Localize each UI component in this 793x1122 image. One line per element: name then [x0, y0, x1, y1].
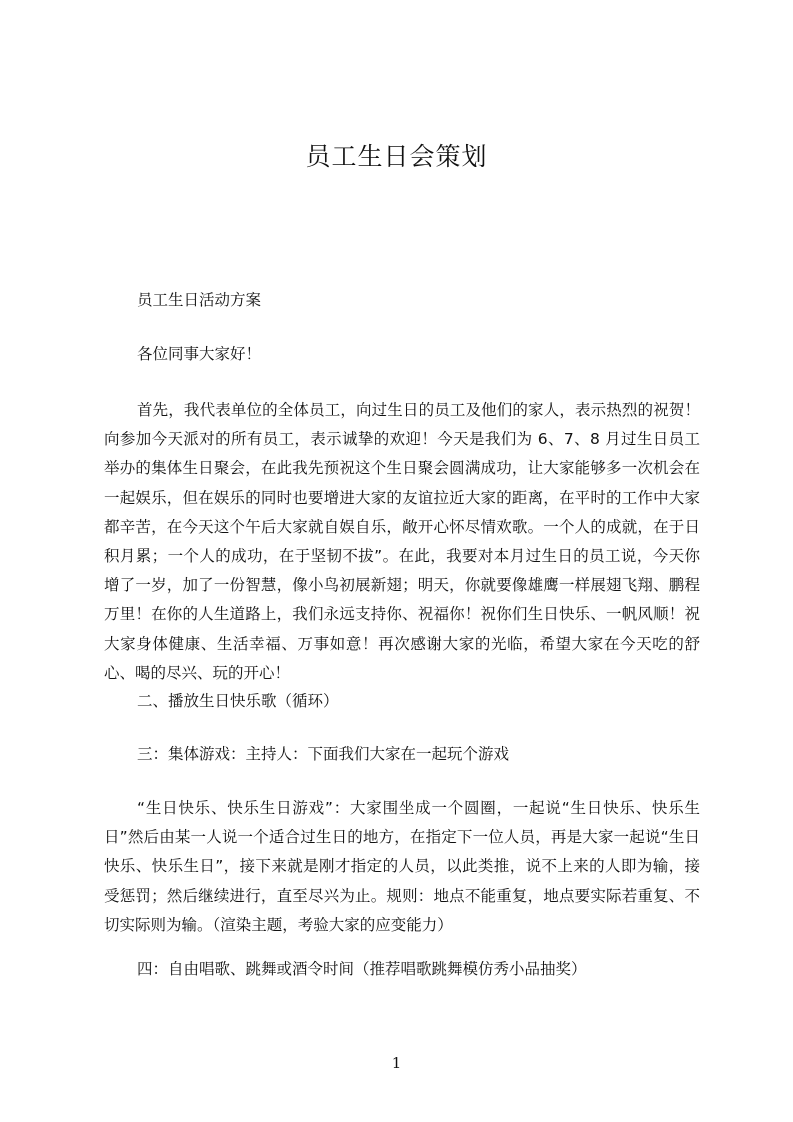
section-4-heading: 四：自由唱歌、跳舞或酒令时间（推荐唱歌跳舞模仿秀小品抽奖）	[137, 960, 587, 978]
section-2-heading: 二、播放生日快乐歌（循环）	[137, 692, 339, 710]
game-paragraph: “生日快乐、快乐生日游戏”：大家围坐成一个圆圈，一起说“生日快乐、快乐生日”然后由某一人说一个适合过生日的地方，在指定下一位人员，再是大家一起说“生日快乐、快乐生日”，接下来就是刚才指定的人员，以此类推，说不上来的人即为输，接受惩罚；然后继续进行，直至尽兴为止。规则：地点不能重复，地点要实际若重复、不切实际则为输。（渲染主题，考验大家的应变能力）	[104, 799, 700, 934]
document-title: 员工生日会策划	[305, 142, 488, 171]
greeting: 各位同事大家好！	[137, 345, 262, 363]
opening-paragraph: 首先，我代表单位的全体员工，向过生日的员工及他们的家人，表示热烈的祝贺！向参加今天派对的所有员工，表示诚挚的欢迎！今天是我们为 6、7、8 月过生日员工举办的集体生日聚会，在此我先预祝这个生日聚会圆满成功，让大家能够多一次机会在一起娱乐，但在娱乐的同时也要增进大家的友谊拉近大家的距离，在平时的工作中大家都辛苦，在今天这个午后大家就自娱自乐，敞开心怀尽情欢歌。一个人的成就，在于日积月累；一个人的成功，在于坚韧不拔”。在此，我要对本月过生日的员工说，今天你增了一岁，加了一份智慧，像小鸟初展新翅；明天，你就要像雄鹰一样展翅飞翔、鹏程万里！在你的人生道路上，我们永远支持你、祝福你！祝你们生日快乐、一帆风顺！祝大家身体健康、生活幸福、万事如意！再次感谢大家的光临，希望大家在今天吃的舒心、喝的尽兴、玩的开心！	[104, 401, 700, 682]
section-3-heading: 三：集体游戏：主持人：下面我们大家在一起玩个游戏	[137, 745, 510, 763]
page-number: 1	[391, 1054, 402, 1072]
document-heading: 员工生日活动方案	[137, 291, 262, 309]
